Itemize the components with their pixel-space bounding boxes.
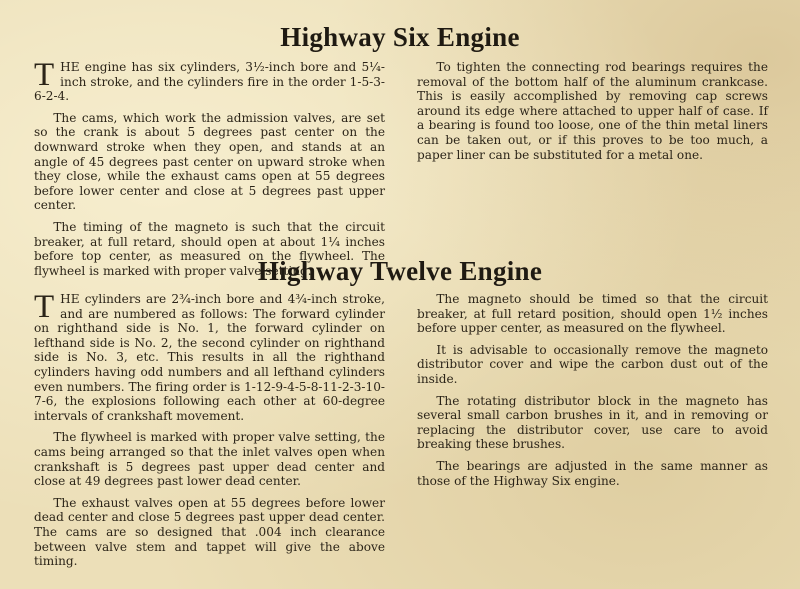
six-paragraph-1-text: HE engine has six cylinders, 3½-inch bore and 5¼-inch stroke, and the cylinders fire in the order 1-5-3-6-2-4.	[34, 60, 385, 104]
six-paragraph-3: The timing of the magneto is such that the circuit breaker, at full retard, should open at about 1¼ inches before top center, as measured on the flywheel. The flywheel is marked with proper valve setting.	[34, 219, 385, 278]
six-paragraph-2: The cams, which work the admission valves, are set so the crank is about 5 degrees past center on the downward stroke when they open, and stands at an angle of 45 degrees past center on upward stroke when they close, while the exhaust cams open at 55 degrees before lower center and close at 5 degrees past upper center.	[34, 110, 385, 213]
twelve-paragraph-6: The rotating distributor block in the magneto has several small carbon brushes in it, and in removing or replacing the distributor cover, use care to avoid breaking these brushes.	[417, 393, 768, 452]
six-paragraph-4: To tighten the connecting rod bearings requires the removal of the bottom half of the aluminum crankcase. This is easily accomplished by removing cap screws around its edge where attached to upper half of case. If a bearing is found too loose, one of the thin metal liners can be taken out, or if this proves to be too much, a paper liner can be substituted for a metal one.	[417, 60, 768, 162]
highway-six-title: Highway Six Engine	[280, 22, 520, 52]
twelve-paragraph-7: The bearings are adjusted in the same manner as those of the Highway Six engine.	[417, 458, 768, 488]
twelve-paragraph-3: The exhaust valves open at 55 degrees before lower dead center and close 5 degrees past upper dead center. The cams are so designed that .004 inch clearance between valve stem and tappet will give the above timing.	[34, 495, 385, 569]
twelve-paragraph-2: The flywheel is marked with proper valve setting, the cams being arranged so that the inlet valves open when crankshaft is 5 degrees past upper dead center and close at 49 degrees past lower dead center.	[34, 430, 385, 489]
twelve-right-column	[417, 292, 768, 582]
six-drop-cap: T	[34, 57, 55, 93]
twelve-paragraph-4: The magneto should be timed so that the circuit breaker, at full retard position, should open 1½ inches before upper center, as measured on the flywheel.	[417, 292, 768, 336]
twelve-paragraph-5: It is advisable to occasionally remove the magneto distributor cover and wipe the carbon dust out of the inside.	[417, 342, 768, 386]
twelve-paragraph-1-text: HE cylinders are 2¾-inch bore and 4¾-inch stroke, and are numbered as follows: The forward cylinder on righthand side is No. 1, the forward cylinder on lefthand side is No. 2, the second cylinder on righthand side is No. 3, etc. This results in all the righthand cylinders having odd numbers and all lefthand cylinders even numbers. The firing order is 1-12-9-4-5-8-11-2-3-10-7-6, the explosions following each other at 60-degree intervals of crankshaft movement.	[34, 292, 385, 423]
twelve-drop-cap: T	[34, 289, 55, 325]
six-left-column	[34, 57, 385, 278]
six-paragraph-1	[34, 57, 385, 104]
twelve-left-column	[34, 289, 385, 582]
twelve-paragraph-1	[34, 289, 385, 423]
six-right-column	[417, 60, 768, 245]
highway-twelve-title: Highway Twelve Engine	[257, 256, 543, 286]
